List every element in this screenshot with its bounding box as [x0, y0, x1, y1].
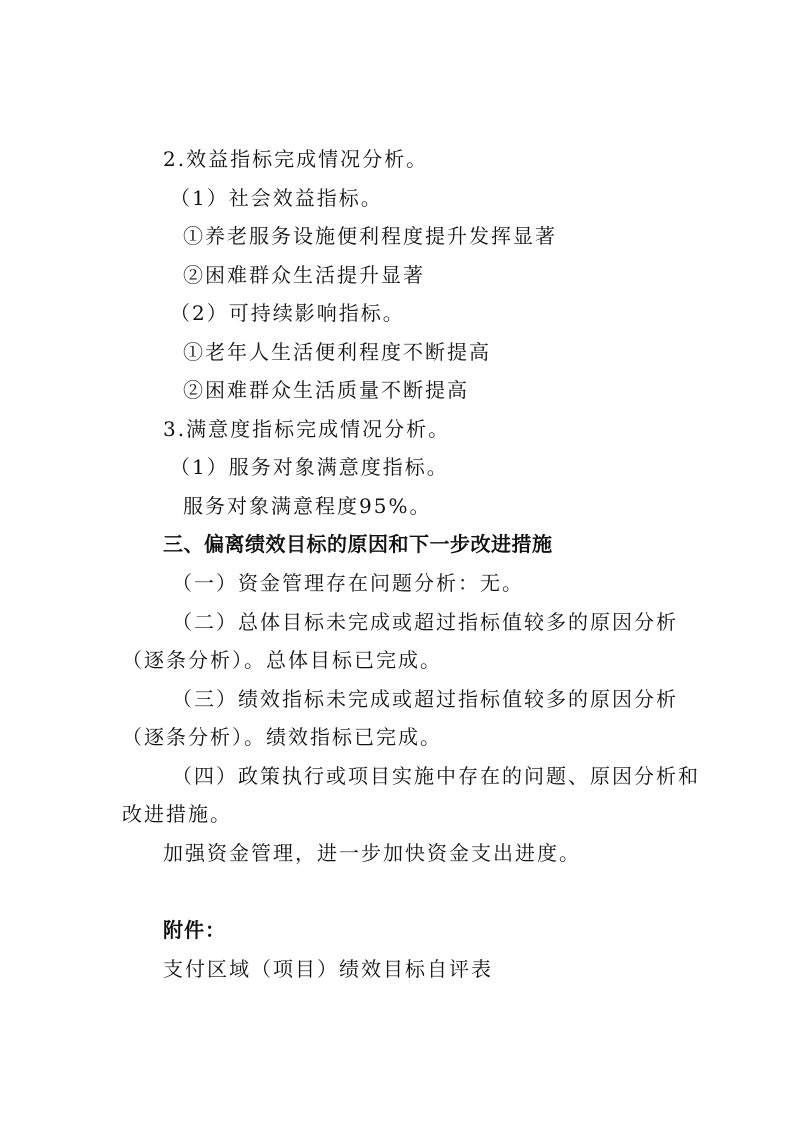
subsection-1: （一）资金管理存在问题分析：无。	[172, 571, 524, 595]
section-3-title: 三、偏离绩效目标的原因和下一步改进措施	[163, 532, 553, 556]
satisfaction-heading: 3.满意度指标完成情况分析。	[163, 417, 451, 441]
improvement-measure: 加强资金管理，进一步加快资金支出进度。	[163, 841, 581, 865]
subsection-2-line-2: （逐条分析）。总体目标已完成。	[122, 648, 442, 672]
subsection-4-line-1: （四）政策执行或项目实施中存在的问题、原因分析和	[172, 764, 700, 788]
subsection-4-line-2: 改进措施。	[122, 802, 232, 826]
subsection-3-line-2: （逐条分析）。绩效指标已完成。	[122, 725, 442, 749]
attachment-label: 附件：	[163, 918, 226, 942]
benefit-heading: 2.效益指标完成情况分析。	[163, 147, 429, 171]
sustainability-item-2: ②困难群众生活质量不断提高	[183, 378, 469, 402]
service-satisfaction-heading: （1）服务对象满意度指标。	[170, 455, 449, 479]
sustainability-item-1: ①老年人生活便利程度不断提高	[183, 340, 491, 364]
social-benefit-heading: （1）社会效益指标。	[170, 186, 383, 210]
subsection-2-line-1: （二）总体目标未完成或超过指标值较多的原因分析	[172, 610, 678, 634]
sustainability-heading: （2）可持续影响指标。	[170, 301, 405, 325]
social-benefit-item-1: ①养老服务设施便利程度提升发挥显著	[183, 224, 557, 248]
attachment-item: 支付区域（项目）绩效目标自评表	[163, 957, 493, 981]
social-benefit-item-2: ②困难群众生活提升显著	[183, 263, 425, 287]
service-satisfaction-value: 服务对象满意程度95%。	[183, 494, 432, 518]
subsection-3-line-1: （三）绩效指标未完成或超过指标值较多的原因分析	[172, 687, 678, 711]
